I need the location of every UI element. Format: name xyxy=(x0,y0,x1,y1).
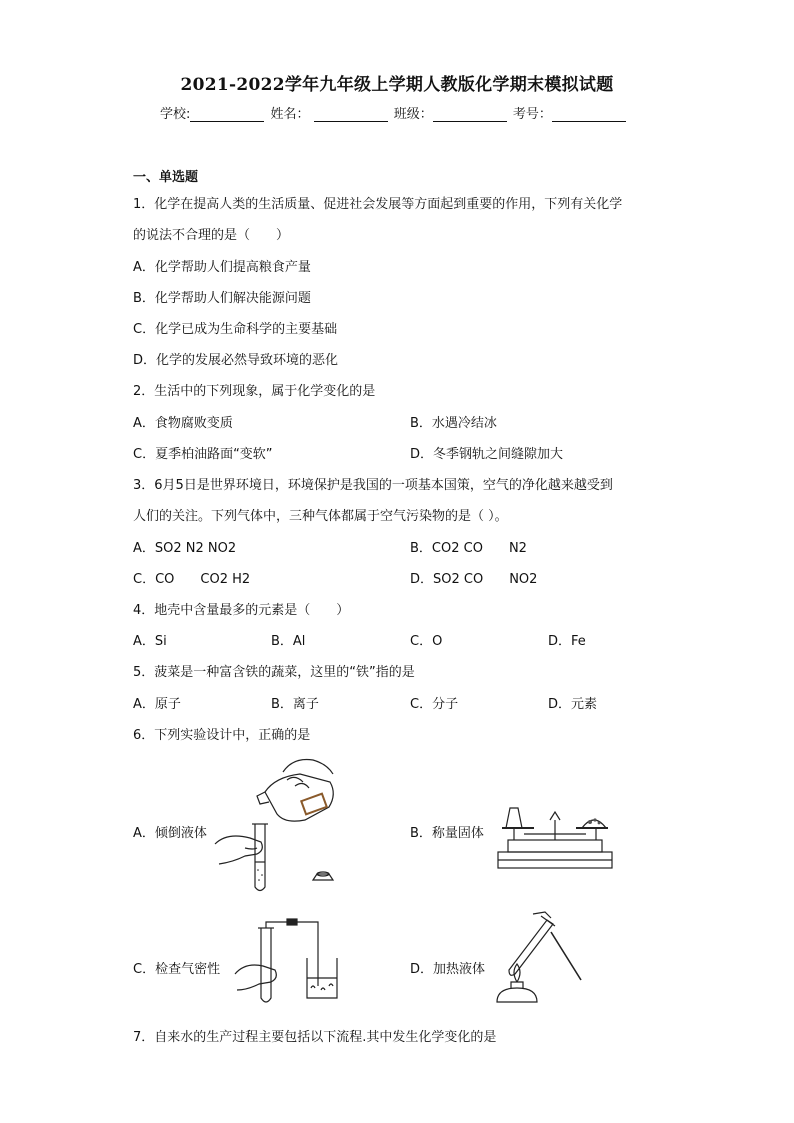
q1-option-a: A．化学帮助人们提高粮食产量 xyxy=(133,260,311,275)
q3-stem-line2: 人们的关注。下列气体中，三种气体都属于空气污染物的是（ ）。 xyxy=(133,509,508,524)
pouring-liquid-figure xyxy=(205,752,340,897)
school-label: 学校: xyxy=(160,107,191,122)
q4-option-b: B．Al xyxy=(271,634,306,649)
q2-option-a: A．食物腐败变质 xyxy=(133,416,233,431)
q2-option-d: D．冬季钢轨之间缝隙加大 xyxy=(410,447,564,462)
q4-option-d: D．Fe xyxy=(548,634,586,649)
q6-option-b: B．称量固体 xyxy=(410,826,484,841)
q5-option-c: C．分子 xyxy=(410,697,459,712)
q6-option-a: A．倾倒液体 xyxy=(133,826,207,841)
q7-stem: 7．自来水的生产过程主要包括以下流程.其中发生化学变化的是 xyxy=(133,1030,497,1045)
q2-option-b: B．水遇冷结冰 xyxy=(410,416,497,431)
q5-option-d: D．元素 xyxy=(548,697,598,712)
q3-option-c: C．CO CO2 H2 xyxy=(133,572,251,587)
q3-option-a: A．SO2 N2 NO2 xyxy=(133,541,237,556)
q5-option-b: B．离子 xyxy=(271,697,319,712)
q4-stem: 4．地壳中含量最多的元素是（ ） xyxy=(133,603,350,618)
class-blank xyxy=(433,107,507,122)
q2-stem: 2．生活中的下列现象，属于化学变化的是 xyxy=(133,384,376,399)
q1-stem-line2: 的说法不合理的是（ ） xyxy=(133,228,290,243)
q6-stem: 6．下列实验设计中，正确的是 xyxy=(133,728,311,743)
q6-option-c: C．检查气密性 xyxy=(133,962,221,977)
heating-liquid-figure xyxy=(489,910,589,1010)
q3-option-b: B．CO2 CO N2 xyxy=(410,541,527,556)
page-title: 2021-2022学年九年级上学期人教版化学期末模拟试题 xyxy=(180,75,614,95)
q1-stem-line1: 1．化学在提高人类的生活质量、促进社会发展等方面起到重要的作用，下列有关化学 xyxy=(133,197,623,212)
school-blank xyxy=(190,107,264,122)
number-blank xyxy=(552,107,626,122)
q5-option-a: A．原子 xyxy=(133,697,181,712)
q3-stem-line1: 3．6月5日是世界环境日，环境保护是我国的一项基本国策，空气的净化越来越受到 xyxy=(133,478,613,493)
airtightness-figure xyxy=(233,918,363,1010)
balance-figure xyxy=(494,790,616,872)
section-heading: 一、单选题 xyxy=(133,170,199,185)
q1-option-c: C．化学已成为生命科学的主要基础 xyxy=(133,322,338,337)
q1-option-d: D．化学的发展必然导致环境的恶化 xyxy=(133,353,339,368)
q6-option-d: D．加热液体 xyxy=(410,962,486,977)
q5-stem: 5．菠菜是一种富含铁的蔬菜，这里的“铁”指的是 xyxy=(133,665,415,680)
class-label: 班级： xyxy=(393,107,433,122)
q4-option-a: A．Si xyxy=(133,634,167,649)
number-label: 考号： xyxy=(512,107,552,122)
q2-option-c: C．夏季柏油路面“变软” xyxy=(133,447,273,462)
q1-option-b: B．化学帮助人们解决能源问题 xyxy=(133,291,311,306)
q3-option-d: D．SO2 CO NO2 xyxy=(410,572,538,587)
name-label: 姓名： xyxy=(270,107,310,122)
q4-option-c: C．O xyxy=(410,634,443,649)
name-blank xyxy=(314,107,388,122)
student-info-row xyxy=(160,103,628,122)
